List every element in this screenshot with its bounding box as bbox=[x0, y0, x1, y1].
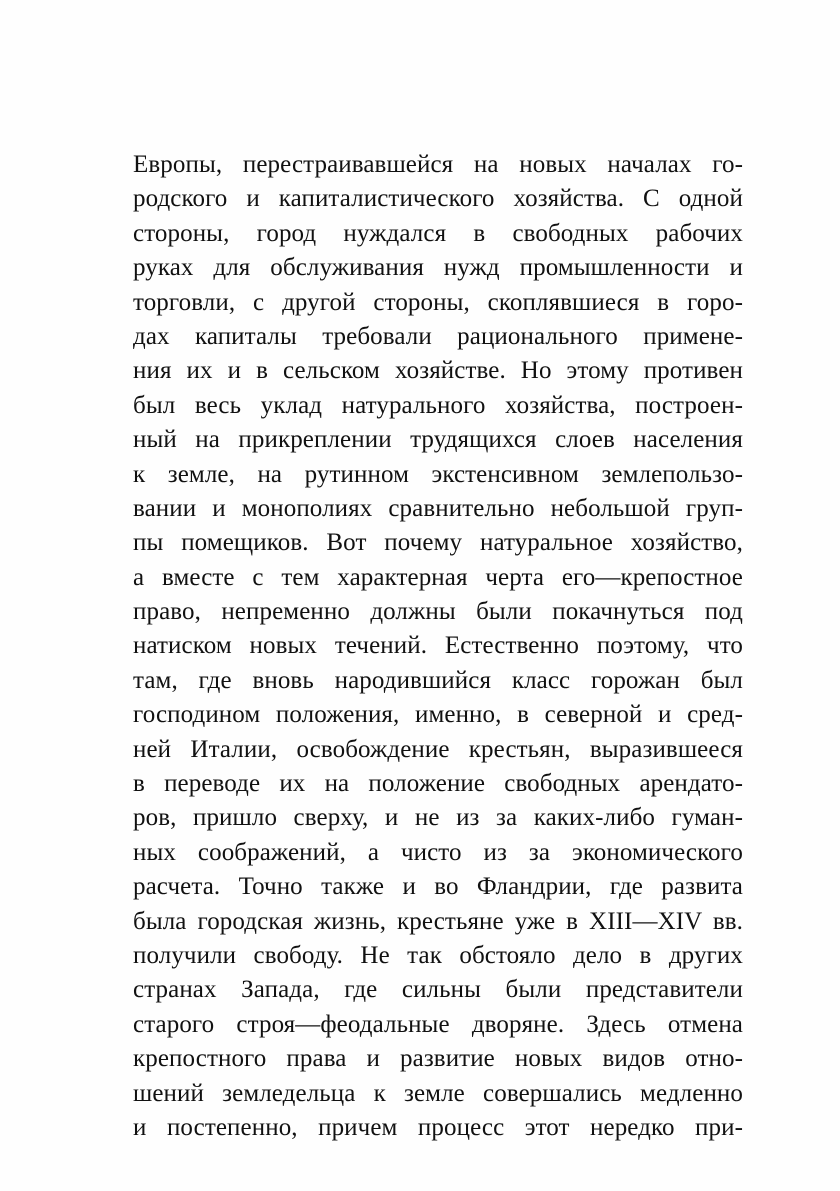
text-line: родского и капиталистического хозяйства. С одной bbox=[133, 185, 743, 213]
text-line: натиском новых течений. Естественно поэтому, что bbox=[133, 632, 743, 660]
text-line: господином положения, именно, в северной и сред- bbox=[133, 701, 743, 729]
text-line: а вместе с тем характерная черта его—крепостное bbox=[133, 563, 743, 591]
text-line: ров, пришло сверху, и не из за каких-либо гуман- bbox=[133, 804, 743, 832]
text-line: в переводе их на положение свободных арендато- bbox=[133, 770, 743, 798]
text-line: торговли, с другой стороны, скоплявшиеся в горо- bbox=[133, 288, 743, 316]
text-line: право, непременно должны были покачнуться под bbox=[133, 598, 743, 626]
text-line: стороны, город нуждался в свободных рабочих bbox=[133, 219, 743, 247]
text-line: ных соображений, а чисто из за экономического bbox=[133, 838, 743, 866]
text-line: ния их и в сельском хозяйстве. Но этому противен bbox=[133, 357, 743, 385]
text-line: дах капиталы требовали рационального примене- bbox=[133, 322, 743, 350]
text-line: странах Запада, где сильны были представители bbox=[133, 976, 743, 1004]
text-line: получили свободу. Не так обстояло дело в других bbox=[133, 941, 743, 969]
text-line: Европы, перестраивавшейся на новых началах го- bbox=[133, 151, 743, 178]
text-line: старого строя—феодальные дворяне. Здесь отмена bbox=[133, 1010, 743, 1038]
text-line: к земле, на рутинном экстенсивном землепользо- bbox=[133, 460, 743, 488]
text-line: крепостного права и развитие новых видов отно- bbox=[133, 1045, 743, 1073]
text-line: был весь уклад натурального хозяйства, построен- bbox=[133, 391, 743, 419]
text-line: и постепенно, причем процесс этот нередко при- bbox=[133, 1113, 743, 1141]
text-line: ней Италии, освобождение крестьян, выразившееся bbox=[133, 735, 743, 763]
text-line: расчета. Точно также и во Фландрии, где развита bbox=[133, 873, 743, 901]
text-line: там, где вновь народившийся класс горожан был bbox=[133, 666, 743, 694]
text-line: ный на прикреплении трудящихся слоев населения bbox=[133, 426, 743, 454]
text-line: руках для обслуживания нужд промышленности и bbox=[133, 254, 743, 282]
text-line: пы помещиков. Вот почему натуральное хозяйство, bbox=[133, 529, 743, 557]
text-line: шений земледельца к земле совершались медленно bbox=[133, 1079, 743, 1107]
body-text bbox=[133, 148, 743, 1145]
text-line: была городская жизнь, крестьяне уже в XIII—XIV вв. bbox=[133, 907, 743, 935]
text-line: вании и монополиях сравнительно небольшой груп- bbox=[133, 494, 743, 522]
